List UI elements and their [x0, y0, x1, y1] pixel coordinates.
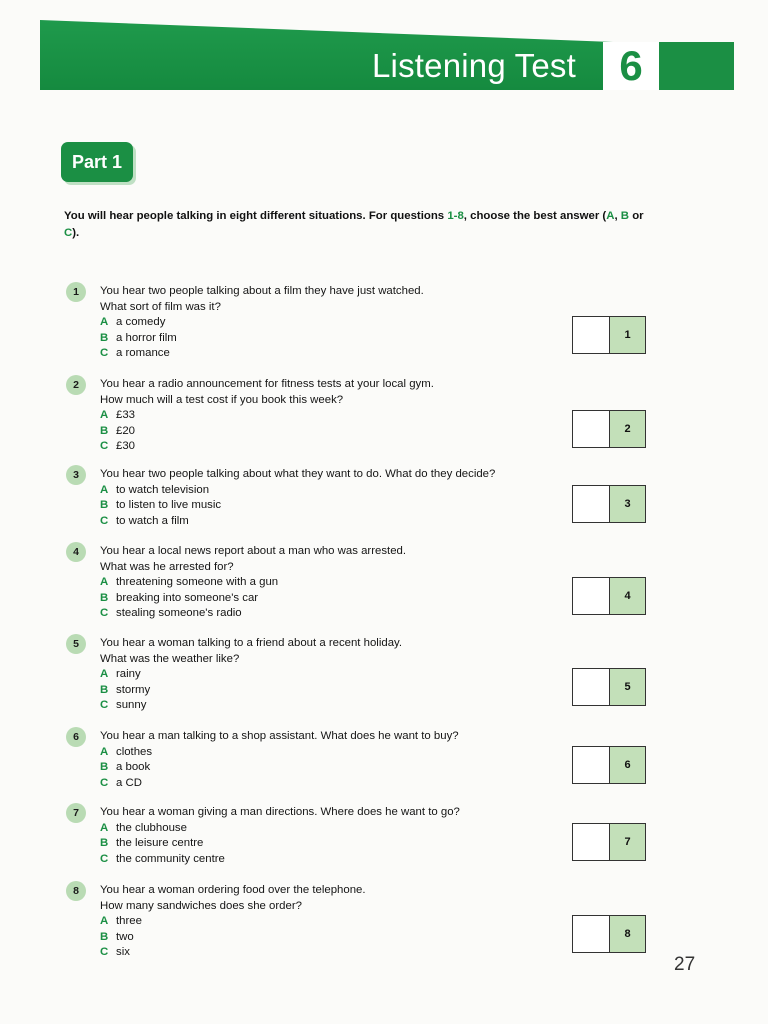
answer-option[interactable]: [100, 745, 570, 761]
instructions-text: ).: [72, 227, 80, 239]
option-text: the clubhouse: [116, 821, 187, 834]
question-prompt-line: What sort of film was it?: [100, 300, 221, 313]
instructions-text: ,: [614, 210, 621, 222]
header-tail: [659, 42, 734, 90]
instructions: [64, 208, 648, 242]
answer-option[interactable]: [100, 698, 570, 714]
answer-option[interactable]: [100, 776, 570, 792]
answer-option[interactable]: [100, 424, 570, 440]
answer-box: [572, 746, 646, 784]
option-letter: B: [100, 424, 109, 437]
option-text: the community centre: [116, 852, 225, 865]
option-letter: B: [100, 499, 109, 511]
question-prompt-line: What was he arrested for?: [100, 560, 234, 573]
option-letter: C: [100, 852, 109, 865]
answer-option[interactable]: [100, 408, 570, 424]
option-text: three: [116, 915, 142, 927]
answer-box-number: 6: [610, 747, 645, 783]
answer-option[interactable]: [100, 852, 570, 868]
option-text: a book: [116, 761, 151, 773]
question-text: [100, 805, 570, 867]
option-letter: A: [100, 745, 109, 758]
question-text: [100, 284, 570, 362]
option-text: to watch a film: [116, 514, 189, 527]
option-letter: C: [100, 514, 109, 527]
option-letter: A: [100, 668, 109, 680]
option-text: to listen to live music: [116, 499, 222, 511]
question-prompt-line: What was the weather like?: [100, 652, 240, 665]
question-text: [100, 467, 570, 529]
option-letter: A: [100, 821, 109, 834]
option-letter: C: [100, 776, 109, 789]
question-text: [100, 377, 570, 455]
option-text: the leisure centre: [116, 837, 204, 849]
question-number-circle: 5: [66, 634, 86, 654]
option-letter: C: [100, 347, 109, 359]
answer-box-number: 4: [610, 578, 645, 614]
question-number-circle: 3: [66, 465, 86, 485]
answer-option[interactable]: [100, 836, 570, 852]
option-text: stormy: [116, 683, 151, 696]
answer-option[interactable]: [100, 821, 570, 837]
answer-option[interactable]: [100, 575, 570, 591]
option-text: sunny: [116, 699, 147, 711]
answer-box: [572, 577, 646, 615]
question-prompt-line: You hear a woman giving a man directions. Where does he want to go?: [100, 806, 460, 818]
test-number-box: [603, 42, 659, 90]
instructions-text: You will hear people talking in eight different situations. For questions: [64, 210, 448, 222]
option-text: £30: [116, 440, 136, 452]
page-number: 27: [674, 954, 696, 975]
option-letter-a: A: [606, 210, 615, 222]
option-letter: B: [100, 837, 109, 849]
option-letter: B: [100, 591, 109, 604]
answer-input-cell[interactable]: [573, 747, 610, 783]
question-number-circle: 8: [66, 881, 86, 901]
question-prompt-line: You hear a local news report about a man who was arrested.: [100, 545, 407, 557]
option-text: a CD: [116, 776, 142, 789]
answer-box-number: 1: [610, 317, 645, 353]
question-text: [100, 883, 570, 961]
option-letter: B: [100, 683, 109, 696]
question-number-circle: 2: [66, 375, 86, 395]
option-letter-b: B: [620, 210, 630, 222]
answer-option[interactable]: [100, 914, 570, 930]
answer-box: [572, 915, 646, 953]
answer-box: [572, 485, 646, 523]
answer-option[interactable]: [100, 667, 570, 683]
option-letter: A: [100, 576, 109, 588]
answer-input-cell[interactable]: [573, 411, 610, 447]
question-range: 1-8: [447, 210, 464, 222]
test-title-text: Listening Test: [372, 47, 576, 84]
answer-box-number: 7: [610, 824, 645, 860]
instructions-text: , choose the best answer (: [463, 210, 607, 222]
option-letter: C: [100, 440, 109, 452]
answer-option[interactable]: [100, 439, 570, 455]
option-text: £20: [116, 424, 136, 437]
option-letter-c: C: [64, 227, 73, 239]
question-prompt-line: You hear a woman ordering food over the telephone.: [100, 884, 366, 896]
option-text: two: [116, 930, 134, 943]
question-text: [100, 636, 570, 714]
answer-option[interactable]: [100, 591, 570, 607]
option-text: stealing someone's radio: [116, 607, 242, 619]
option-text: rainy: [116, 668, 141, 680]
answer-option[interactable]: [100, 760, 570, 776]
part-label: Part 1: [71, 151, 123, 172]
answer-option[interactable]: [100, 315, 570, 331]
option-letter: A: [100, 409, 109, 421]
answer-input-cell[interactable]: [573, 916, 610, 952]
question-prompt-line: You hear a woman talking to a friend about a recent holiday.: [100, 637, 403, 649]
answer-option[interactable]: [100, 945, 570, 961]
option-letter: A: [100, 915, 109, 927]
answer-option[interactable]: [100, 483, 570, 499]
question-prompt-line: You hear two people talking about what they want to do. What do they decide?: [100, 468, 496, 480]
answer-option[interactable]: [100, 606, 570, 622]
option-letter: B: [100, 761, 109, 773]
answer-box: [572, 668, 646, 706]
question-prompt-line: You hear a man talking to a shop assistant. What does he want to buy?: [100, 730, 459, 742]
answer-option[interactable]: [100, 331, 570, 347]
answer-input-cell[interactable]: [573, 824, 610, 860]
option-letter: C: [100, 946, 109, 958]
question-prompt-line: You hear two people talking about a film they have just watched.: [100, 285, 424, 297]
answer-box-number: 8: [610, 916, 645, 952]
answer-input-cell[interactable]: [573, 317, 610, 353]
option-letter: B: [100, 930, 109, 943]
option-text: breaking into someone's car: [116, 591, 259, 604]
answer-option[interactable]: [100, 346, 570, 362]
answer-option[interactable]: [100, 930, 570, 946]
option-text: £33: [116, 409, 136, 421]
answer-input-cell[interactable]: [573, 578, 610, 614]
option-letter: A: [100, 316, 109, 328]
question-number-circle: 1: [66, 282, 86, 302]
answer-box: [572, 410, 646, 448]
answer-box: [572, 823, 646, 861]
question-text: [100, 729, 570, 791]
question-prompt-line: How many sandwiches does she order?: [100, 899, 302, 912]
answer-box-number: 2: [610, 411, 645, 447]
option-letter: C: [100, 699, 109, 711]
option-text: a comedy: [116, 316, 166, 328]
answer-box: [572, 316, 646, 354]
question-text: [100, 544, 570, 622]
test-number: 6: [619, 42, 643, 89]
answer-input-cell[interactable]: [573, 669, 610, 705]
answer-option[interactable]: [100, 514, 570, 530]
option-text: a romance: [116, 347, 170, 359]
option-letter: A: [100, 483, 109, 496]
question-number-circle: 4: [66, 542, 86, 562]
question-number-circle: 6: [66, 727, 86, 747]
answer-box-number: 5: [610, 669, 645, 705]
part-badge: [61, 142, 133, 182]
answer-option[interactable]: [100, 498, 570, 514]
option-text: threatening someone with a gun: [116, 576, 279, 588]
answer-option[interactable]: [100, 683, 570, 699]
answer-box-number: 3: [610, 486, 645, 522]
answer-input-cell[interactable]: [573, 486, 610, 522]
option-text: clothes: [116, 745, 153, 758]
option-letter: B: [100, 331, 109, 344]
question-number-circle: 7: [66, 803, 86, 823]
option-letter: C: [100, 607, 109, 619]
option-text: to watch television: [116, 483, 210, 496]
instructions-text: or: [629, 210, 644, 222]
question-prompt-line: You hear a radio announcement for fitness tests at your local gym.: [100, 378, 434, 390]
option-text: a horror film: [116, 331, 177, 344]
question-prompt-line: How much will a test cost if you book this week?: [100, 393, 344, 406]
option-text: six: [116, 946, 130, 958]
